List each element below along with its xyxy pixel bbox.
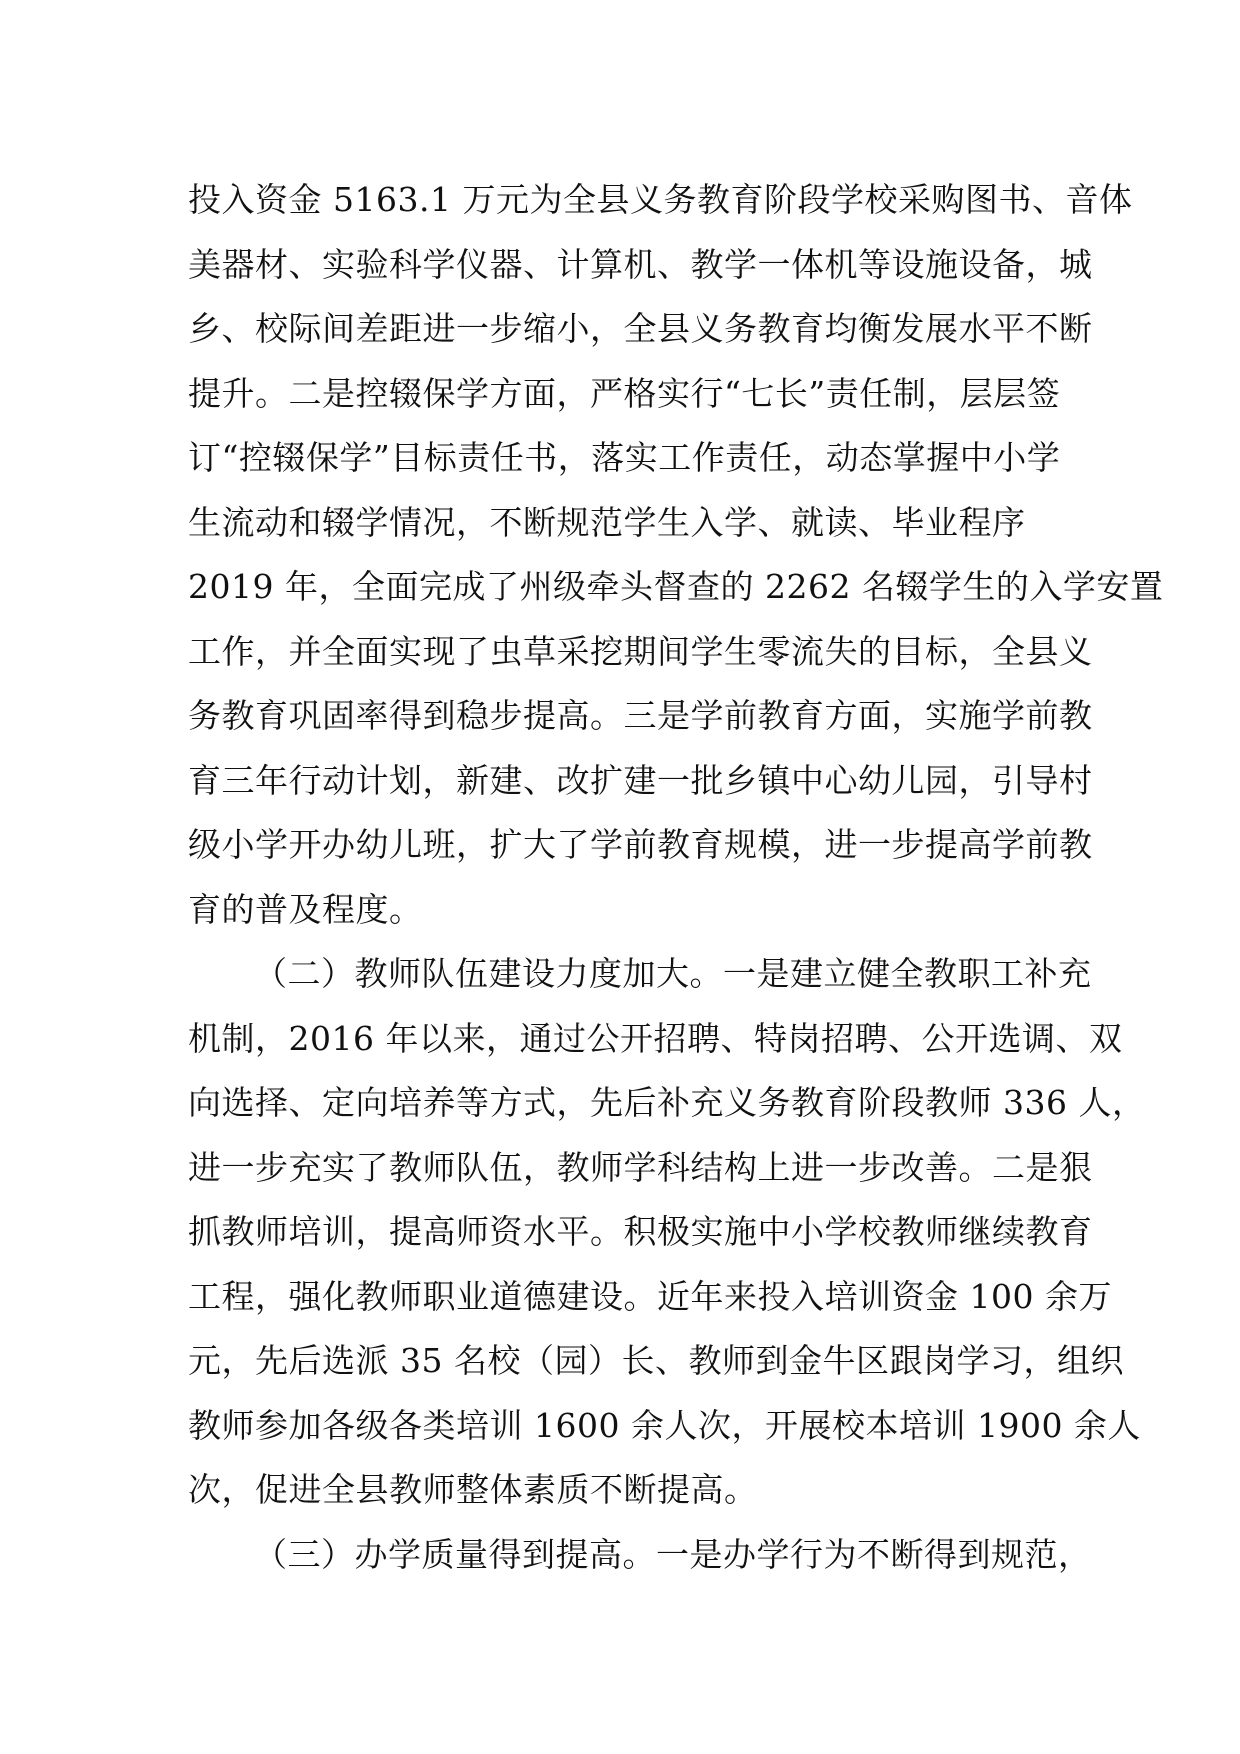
text-line: 工程，强化教师职业道德建设。近年来投入培训资金 100 余万 <box>188 1276 1112 1316</box>
text-line: 工作，并全面实现了虫草采挖期间学生零流失的目标，全县义 <box>188 631 1093 671</box>
body-text <box>188 168 1164 1587</box>
text-line: 向选择、定向培养等方式，先后补充义务教育阶段教师 336 人， <box>188 1083 1146 1122</box>
text-line: 级小学开办幼儿班，扩大了学前教育规模，进一步提高学前教 <box>188 825 1093 864</box>
text-line: 投入资金 5163.1 万元为全县义务教育阶段学校采购图书、音体 <box>188 180 1133 219</box>
section-heading-line: （三）办学质量得到提高。一是办学行为不断得到规范， <box>254 1534 1092 1574</box>
text-line: 美器材、实验科学仪器、计算机、教学一体机等设施设备，城 <box>188 244 1093 284</box>
text-line: 生流动和辍学情况，不断规范学生入学、就读、毕业程序 <box>188 502 1026 542</box>
text-line: 乡、校际间差距进一步缩小，全县义务教育均衡发展水平不断 <box>188 309 1093 348</box>
text-line: 次，促进全县教师整体素质不断提高。 <box>188 1470 758 1509</box>
text-line: 订“控辍保学”目标责任书，落实工作责任，动态掌握中小学 <box>188 438 1061 477</box>
text-line: 提升。二是控辍保学方面，严格实行“七长”责任制，层层签 <box>188 373 1061 413</box>
section-heading-line: （二）教师队伍建设力度加大。一是建立健全教职工补充 <box>254 954 1092 993</box>
text-line: 机制，2016 年以来，通过公开招聘、特岗招聘、公开选调、双 <box>188 1018 1123 1058</box>
text-line: 务教育巩固率得到稳步提高。三是学前教育方面，实施学前教 <box>188 696 1093 735</box>
text-line: 抓教师培训，提高师资水平。积极实施中小学校教师继续教育 <box>188 1212 1093 1251</box>
text-line: 元，先后选派 35 名校（园）长、教师到金牛区跟岗学习，组织 <box>188 1341 1124 1380</box>
text-line: 教师参加各级各类培训 1600 余人次，开展校本培训 1900 余人 <box>188 1405 1141 1445</box>
text-line: 进一步充实了教师队伍，教师学科结构上进一步改善。二是狠 <box>188 1147 1093 1187</box>
text-line: 2019 年，全面完成了州级牵头督查的 2262 名辍学生的入学安置 <box>188 567 1164 606</box>
text-line: 育的普及程度。 <box>188 889 423 929</box>
text-line: 育三年行动计划，新建、改扩建一批乡镇中心幼儿园，引导村 <box>188 760 1093 800</box>
